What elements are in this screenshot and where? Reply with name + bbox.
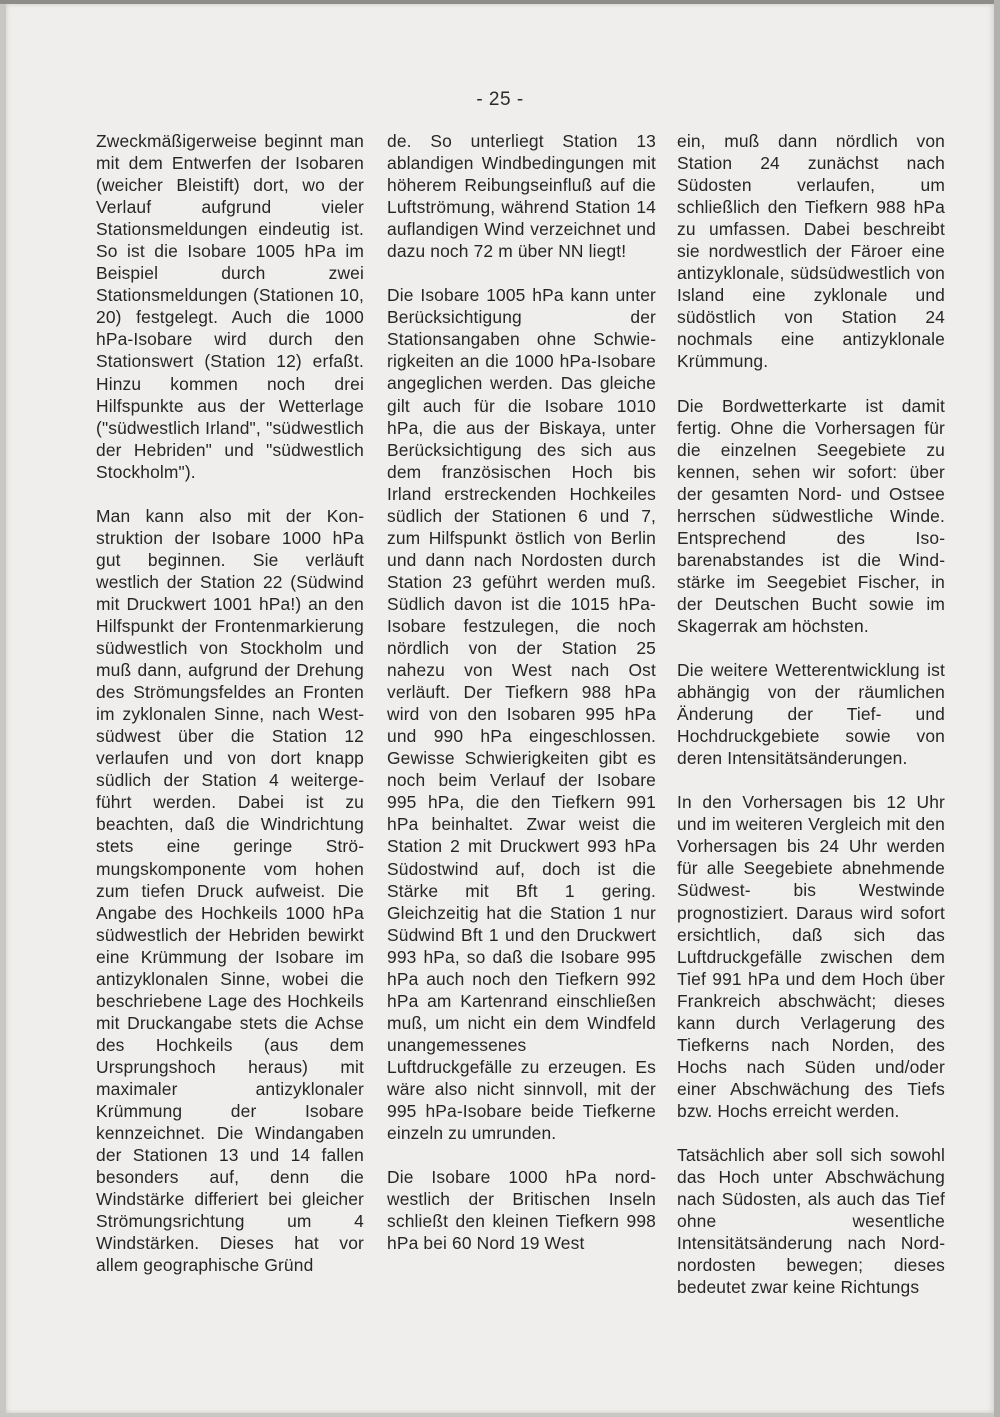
paragraph: de. So unterliegt Station 13 ablandigen Windbedingungen mit höherem Reibungseinfluß auf die Luftströmung, während Station 14 auflandigen Wind verzeichnet und dazu noch 72 m über NN liegt! [387,131,656,262]
scan-right-edge [994,0,1000,1417]
paragraph: In den Vorhersagen bis 12 Uhr und im weiteren Vergleich mit den Vorhersagen bis 24 Uhr werden für alle Seegebiete abnehmende Südwest- bis Westwinde prognostiziert. Daraus wird sofort ersichtlich, daß sich das Luftdruckgefälle zwischen dem Tief 991 hPa und dem Hoch über Frankreich abschwächt; dieses kann durch Verlagerung des Tiefkerns nach Norden, des Hochs nach Süden und/oder einer Abschwächung des Tiefs bzw. Hochs erreicht werden. [677,792,945,1121]
page-number: - 25 - [476,89,524,110]
paragraph: Die weitere Wetterentwicklung ist abhängig von der räumlichen Änderung der Tief- und Hochdruckgebiete sowie von deren Intensitätsänderungen. [677,660,945,769]
text-column-middle [387,130,656,1254]
text-column-right [677,130,945,1298]
text-column-left [96,130,364,1276]
paragraph: Die Isobare 1000 hPa nordwestlich der Britischen Inseln schließt den kleinen Tiefkern 998 hPa bei 60 Nord 19 West [387,1167,656,1254]
paragraph: Tatsächlich aber soll sich sowohl das Hoch unter Abschwächung nach Südosten, als auch das Tief ohne wesentliche Intensitätsänderung nach Nordnordosten bewegen; dieses bedeutet zwar keine Richtungs [677,1144,945,1298]
paragraph: Man kann also mit der Konstruktion der Isobare 1000 hPa gut beginnen. Sie verläuft westlich der Station 22 (Südwind mit Druckwert 1001 hPa!) an den Hilfspunkt der Frontenmarkierung südwestlich von Stockholm und muß dann, aufgrund der Drehung des Strömungsfeldes an Fronten im zyklonalen Sinne, nach Westsüdwest über die Station 12 verlaufen und von dort knapp südlich der Station 4 weitergeführt werden. Dabei ist zu beachten, daß die Windrichtung stets eine geringe Strömungskomponente vom hohen zum tiefen Druck aufweist. Die Angabe des Hochkeils 1000 hPa südwestlich der Hebriden bewirkt eine Krümmung der Isobare im antizyklonalen Sinne, wobei die beschriebene Lage des Hochkeils mit Druckangabe stets die Achse des Hochkeils (aus dem Ursprungshoch heraus) mit maximaler antizyklonaler Krümmung der Isobare kennzeichnet. Die Windangaben der Stationen 13 und 14 fallen besonders auf, denn die Windstärke differiert bei gleicher Strömungsrichtung um 4 Windstärken. Dieses hat vor allem geographische Gründ [96,505,364,1276]
paragraph: Die Isobare 1005 hPa kann unter Berücksichtigung der Stationsangaben ohne Schwierigkeiten an die 1000 hPa-Isobare angeglichen werden. Das gleiche gilt auch für die Isobare 1010 hPa, die aus der Biskaya, unter Berücksichtigung des sich aus dem französischen Hoch bis Irland erstreckenden Hochkeiles südlich der Stationen 6 und 7, zum Hilfspunkt östlich von Berlin und dann nach Nordosten durch Station 23 geführt werden muß. Südlich davon ist die 1015 hPa-Isobare festzulegen, die noch nördlich von der Station 25 nahezu von West nach Ost verläuft. Der Tiefkern 988 hPa wird von den Isobaren 995 hPa und 990 hPa eingeschlossen. Gewisse Schwierigkeiten gibt es noch beim Verlauf der Isobare 995 hPa, die den Tiefkern 991 hPa beinhaltet. Zwar weist die Station 2 mit Druckwert 993 hPa Südostwind auf, doch ist die Stärke mit Bft 1 gering. Gleichzeitig hat die Station 1 nur Südwind Bft 1 und den Druckwert 993 hPa, so daß die Isobare 995 hPa auch noch den Tiefkern 992 hPa am Kartenrand einschließen muß, um nicht ein dem Windfeld unangemessenes Luftdruckgefälle zu erzeugen. Es wäre also nicht sinnvoll, mit der 995 hPa-Isobare beide Tiefkerne einzeln zu umrunden. [387,285,656,1144]
paragraph: ein, muß dann nördlich von Station 24 zunächst nach Südosten verlaufen, um schließlich den Tiefkern 988 hPa zu umfassen. Dabei beschreibt sie nordwestlich der Färoer eine antizyklonale, südsüdwestlich von Island eine zyklonale und südöstlich von Station 24 nochmals eine antizyklonale Krümmung. [677,131,945,372]
paragraph: Die Bordwetterkarte ist damit fertig. Ohne die Vorhersagen für die einzelnen Seegebiete zu kennen, sehen wir sofort: über der gesamten Nord- und Ostsee herrschen südwestliche Winde. Entsprechend des Isobarenabstandes ist die Windstärke im Seegebiet Fischer, in der Deutschen Bucht sowie im Skagerrak am höchsten. [677,395,945,636]
paragraph: Zweckmäßigerweise beginnt man mit dem Entwerfen der Isobaren (weicher Bleistift) dort, wo der Verlauf aufgrund vieler Stationsmeldungen eindeutig ist. So ist die Isobare 1005 hPa im Beispiel durch zwei Stationsmeldungen (Stationen 10, 20) festgelegt. Auch die 1000 hPa-Isobare wird durch den Stationswert (Station 12) erfaßt. Hinzu kommen noch drei Hilfspunkte aus der Wetterlage ("südwestlich Irland", "südwestlich der Hebriden" und "südwestlich Stockholm"). [96,131,364,482]
